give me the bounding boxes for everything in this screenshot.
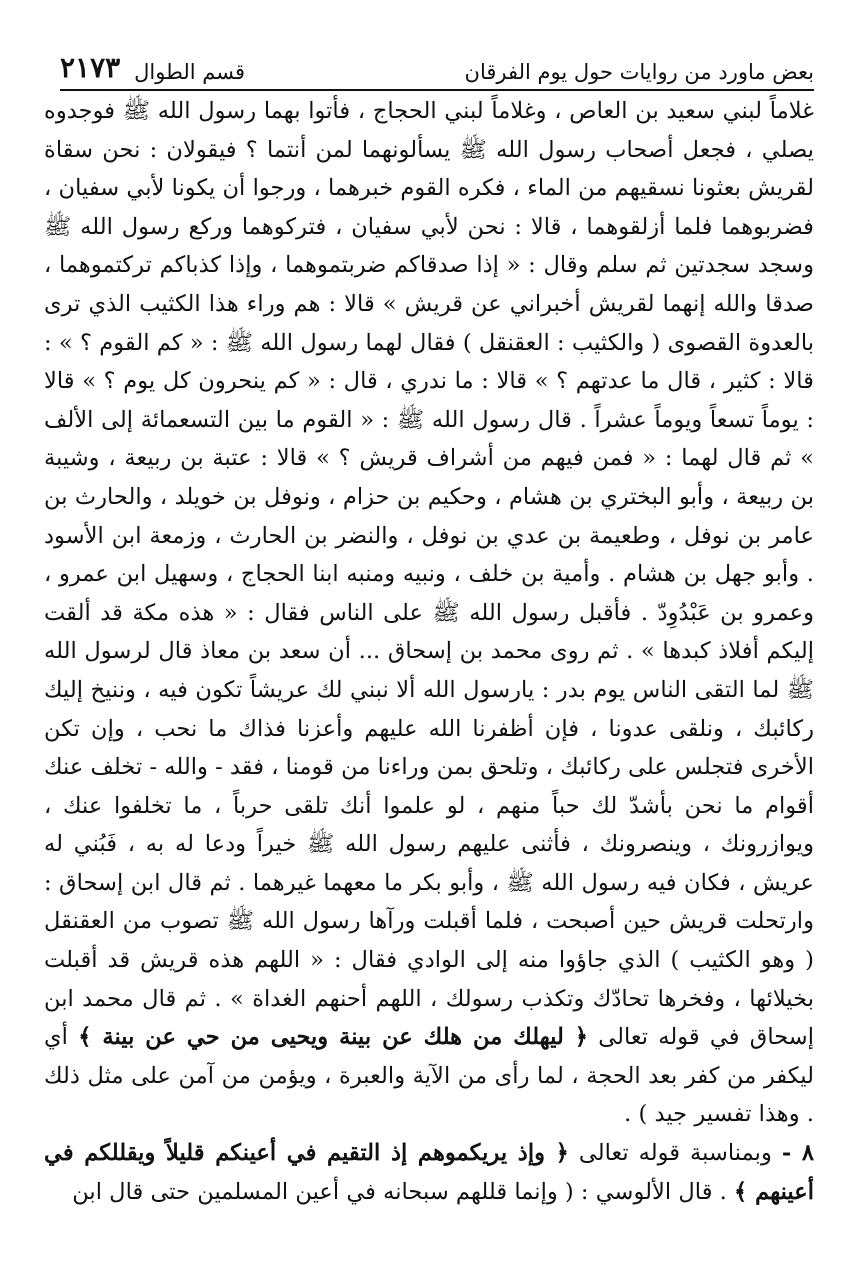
page-number: ٢١٧٣ — [60, 51, 121, 84]
numbered-item-8 — [44, 1134, 814, 1211]
quran-verse: ﴿ ليهلك من هلك عن بينة ويحيى من حي عن بينة ﴾ — [78, 1024, 588, 1051]
running-header — [60, 44, 814, 88]
paragraph-tail: أي ليكفر من كفر بعد الحجة ، لما رأى من الآية والعبرة ، ويؤمن من آمن على مثل ذلك . وهذا تفسير جيد ) . — [44, 1024, 814, 1128]
header-section-group — [60, 51, 245, 84]
item-number: ٨ - — [781, 1140, 815, 1167]
paragraph-text: غلاماً لبني سعيد بن العاص ، وغلاماً لبني الحجاج ، فأتوا بهما رسول الله ﷺ فوجدوه يصلي ، فجعل أصحاب رسول الله ﷺ يسألونهما لمن أنتما ؟ فيقولان : نحن سقاة لقريش بعثونا نسقيهم من الماء ، فكره القوم خبرهما ، ورجوا أن يكونا لأبي سفيان ، فضربوهما فلما أزلقوهما ، قالا : نحن لأبي سفيان ، فتركوهما وركع رسول الله ﷺ وسجد سجدتين ثم سلم وقال : « إذا صدقاكم ضربتموهما ، وإذا كذباكم تركتموهما ، صدقا والله إنهما لقريش أخبراني عن قريش » قالا : هم وراء هذا الكثيب الذي ترى بالعدوة القصوى ( والكثيب : العقنقل ) فقال لهما رسول الله ﷺ : « كم القوم ؟ » : قالا : كثير ، قال ما عدتهم ؟ » قالا : ما ندري ، قال : « كم ينحرون كل يوم ؟ » قالا : يوماً تسعاً ويوماً عشراً . قال رسول الله ﷺ : « القوم ما بين التسعمائة إلى الألف » ثم قال لهما : « فمن فيهم من أشراف قريش ؟ » قالا : عتبة بن ربيعة ، وشيبة بن ربيعة ، وأبو البختري بن هشام ، وحكيم بن حزام ، ونوفل بن خويلد ، والحارث بن عامر بن نوفل ، وطعيمة بن عدي بن نوفل ، والنضر بن الحارث ، وزمعة ابن الأسود . وأبو جهل بن هشام . وأمية بن خلف ، ونبيه ومنبه ابنا الحجاج ، وسهيل ابن عمرو ، وعمرو بن عَبْدُوِدّ . فأقبل رسول الله ﷺ على الناس فقال : « هذه مكة قد ألقت إليكم أفلاذ كبدها » . ثم روى محمد بن إسحاق ... أن سعد بن معاذ قال لرسول الله ﷺ لما التقى الناس يوم بدر : يارسول الله ألا نبني لك عريشاً تكون فيه ، وننيخ إليك ركائبك ، ونلقى عدونا ، فإن أظفرنا الله عليهم وأعزنا فذاك ما نحب ، وإن تكن الأخرى فتجلس على ركائبك ، وتلحق بمن وراءنا من قومنا ، فقد - والله - تخلف عنك أقوام ما نحن بأشدّ لك حباً منهم ، لو علموا أنك تلقى حرباً ، ما تخلفوا عنك ، ويوازرونك ، وينصرونك ، فأثنى عليهم رسول الله ﷺ خيراً ودعا له به ، فَبُني له عريش ، فكان فيه رسول الله ﷺ ، وأبو بكر ما معهما غيرهما . ثم قال ابن إسحاق : وارتحلت قريش حين أصبحت ، فلما أقبلت ورآها رسول الله ﷺ تصوب من العقنقل ( وهو الكثيب ) الذي جاؤوا منه إلى الوادي فقال : « اللهم هذه قريش قد أقبلت بخيلائها ، وفخرها تحادّك وتكذب رسولك ، اللهم أحنهم الغداة » . ثم قال محمد ابن إسحاق في قوله تعالى — [44, 98, 814, 1051]
header-rule — [60, 89, 814, 91]
header-section: قسم الطوال — [134, 60, 245, 84]
header-title: بعض ماورد من روايات حول يوم الفرقان — [464, 60, 814, 84]
item-rest: . قال الألوسي : ( وإنما قللهم سبحانه في أعين المسلمين حتى قال ابن — [72, 1178, 727, 1205]
quran-verse: ﴿ وإذ يريكموهم إذ التقيم في أعينكم قليلاً ويقللكم في أعينهم ﴾ — [44, 1140, 814, 1205]
body-text — [44, 92, 814, 1220]
paragraph-main — [44, 92, 814, 1134]
item-lead: وبمناسبة قوله تعالى — [578, 1140, 772, 1167]
